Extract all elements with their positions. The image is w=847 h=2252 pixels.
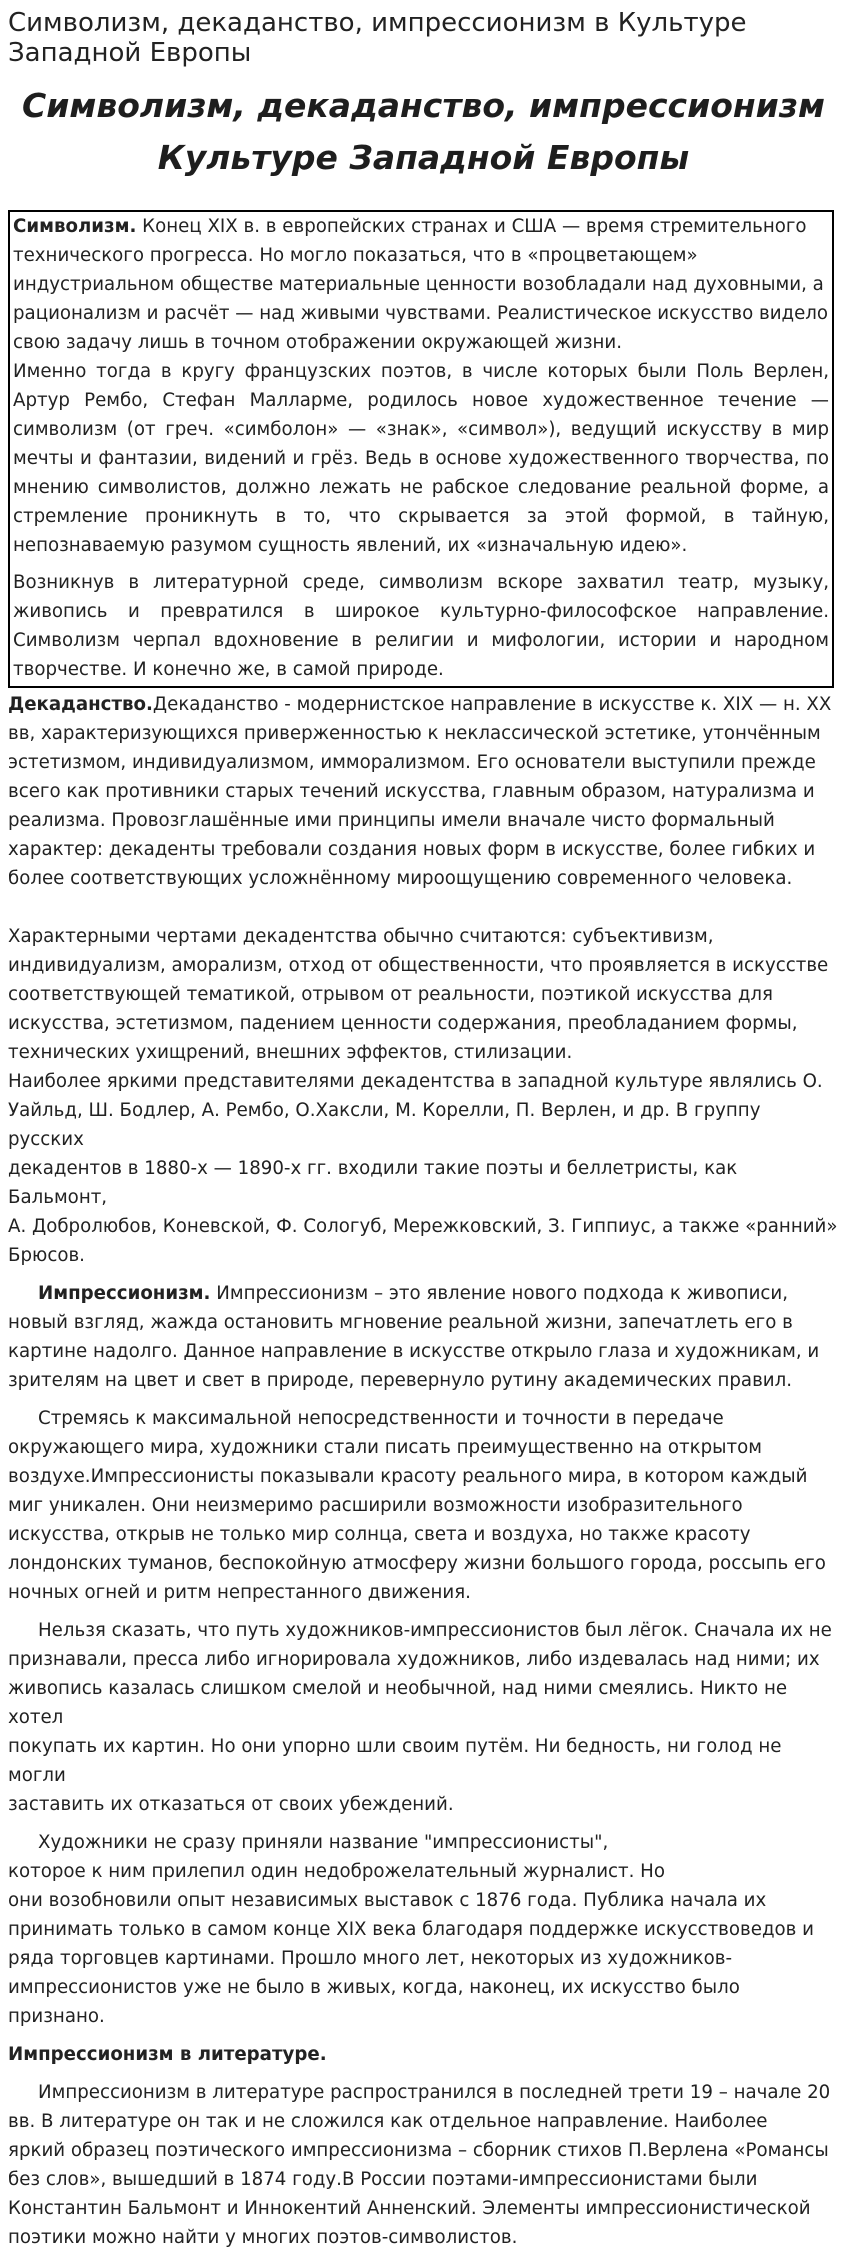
decadence-section xyxy=(8,690,840,2252)
symbolism-paragraph-2: Именно тогда в кругу французских поэтов, в числе которых были Поль Верлен, Артур Рембо, Стефан Малларме, родилось новое художественное течение — символизм (от греч. «симболон» — «знак», «символ»), ведущий искусству в мир мечты и фантазии, видений и грёз. Ведь в основе художественного творчества, по мнению символистов, должно лежать не рабское следование реальной форме, а стремление проникнуть в то, что скрывается за этой формой, в тайную, непознаваемую разумом сущность явлений, их «изначальную идею». xyxy=(13,361,829,556)
decadence-paragraph-1: Декаданство.Декаданство - модернистское направление в искусстве к. XIX — н. XX вв, характеризующихся приверженностью к неклассической эстетике, утончённым эстетизмом, индивидуализмом, имморализмом. Его основатели выступили прежде всего как противники старых течений искусства, главным образом, натурализма и реализма. Провозглашённые ими принципы имели вначале чисто формальный характер: декаденты требовали создания новых форм в искусстве, более гибких и более соответствующих усложнённому мироощущению современного человека. xyxy=(8,694,832,889)
page-header: Символизм, декаданство, импрессионизм в Культуре Западной Европы xyxy=(8,8,747,68)
impressionism-literature-paragraph: Импрессионизм в литературе распространился в последней трети 19 – начале 20 вв. В литературе он так и не сложился как отдельное направление. Наиболее яркий образец поэтического импрессионизма – сборник стихов П.Верлена «Романсы без слов», вышедший в 1874 году.В России поэтами-импрессионистами были Константин Бальмонт и Иннокентий Анненский. Элементы импрессионистической поэтики можно найти у многих поэтов-символистов. xyxy=(8,2082,831,2248)
decadence-paragraph-2: Характерными чертами декадентства обычно считаются: субъективизм, индивидуализм, аморализм, отход от общественности, что проявляется в искусстве соответствующей тематикой, отрывом от реальности, поэтикой искусства для искусства, эстетизмом, падением ценности содержания, преобладанием формы, технических ухищрений, внешних эффектов, стилизации. Наиболее яркими представителями декадентства в западной культуре являлись О. Уайльд, Ш. Бодлер, А. Рембо, О.Хаксли, М. Корелли, П. Верлен, и др. В группу русских декадентов в 1880-х — 1890-х гг. входили такие поэты и беллетристы, как Бальмонт, А. Добролюбов, Коневской, Ф. Сологуб, Мережковский, З. Гиппиус, а также «ранний» Брюсов. xyxy=(8,926,838,1266)
symbolism-paragraph-1: Символизм. Конец XIX в. в европейских странах и США — время стремительного технического прогресса. Но могло показаться, что в «процветающем» индустриальном обществе материальные ценности возобладали над духовными, а рационализм и расчёт — над живыми чувствами. Реалистическое искусство видело свою задачу лишь в точном отображении окружающей жизни. xyxy=(13,216,829,353)
impressionism-paragraph-2: Стремясь к максимальной непосредственности и точности в передаче окружающего мира, художники стали писать преимущественно на открытом воздухе.Импрессионисты показывали красоту реального мира, в котором каждый миг уникален. Они неизмеримо расширили возможности изобразительного искусства, открыв не только мир солнца, света и воздуха, но также красоту лондонских туманов, беспокойную атмосферу жизни большого города, россыпь его ночных огней и ритм непрестанного движения. xyxy=(8,1408,826,1603)
impressionism-paragraph-3: Нельзя сказать, что путь художников-импрессионистов был лёгок. Сначала их не признавали, пресса либо игнорировала художников, либо издевалась над ними; их живопись казалась слишком смелой и необычной, над ними смеялись. Никто не хотел покупать их картин. Но они упорно шли своим путём. Ни бедность, ни голод не могли заставить их отказаться от своих убеждений. xyxy=(8,1620,832,1815)
symbolism-term: Символизм. xyxy=(13,216,137,237)
main-title: Символизм, декаданство, импрессионизм Культуре Западной Европы xyxy=(22,86,825,177)
symbolism-paragraph-3: Возникнув в литературной среде, символизм вскоре захватил театр, музыку, живопись и превратился в широкое культурно-философское направление. Символизм черпал вдохновение в религии и мифологии, истории и народном творчестве. И конечно же, в самой природе. xyxy=(13,572,829,680)
impressionism-literature-heading: Импрессионизм в литературе. xyxy=(8,2044,327,2065)
impressionism-term: Импрессионизм. xyxy=(38,1283,211,1304)
decadence-term: Декаданство. xyxy=(8,694,153,715)
symbolism-box xyxy=(8,210,834,688)
impressionism-paragraph-1: Импрессионизм. Импрессионизм – это явление нового подхода к живописи, новый взгляд, жажда остановить мгновение реальной жизни, запечатлеть его в картине надолго. Данное направление в искусстве открыло глаза и художникам, и зрителям на цвет и свет в природе, перевернуло рутину академических правил. xyxy=(8,1283,820,1391)
impressionism-paragraph-4: Художники не сразу приняли название "импрессионисты", которое к ним прилепил один недоброжелательный журналист. Но они возобновили опыт независимых выставок с 1876 года. Публика начала их принимать только в самом конце XIX века благодаря поддержке искусствоведов и ряда торговцев картинами. Прошло много лет, некоторых из художников- импрессионистов уже не было в живых, когда, наконец, их искусство было признано. xyxy=(8,1832,814,2027)
